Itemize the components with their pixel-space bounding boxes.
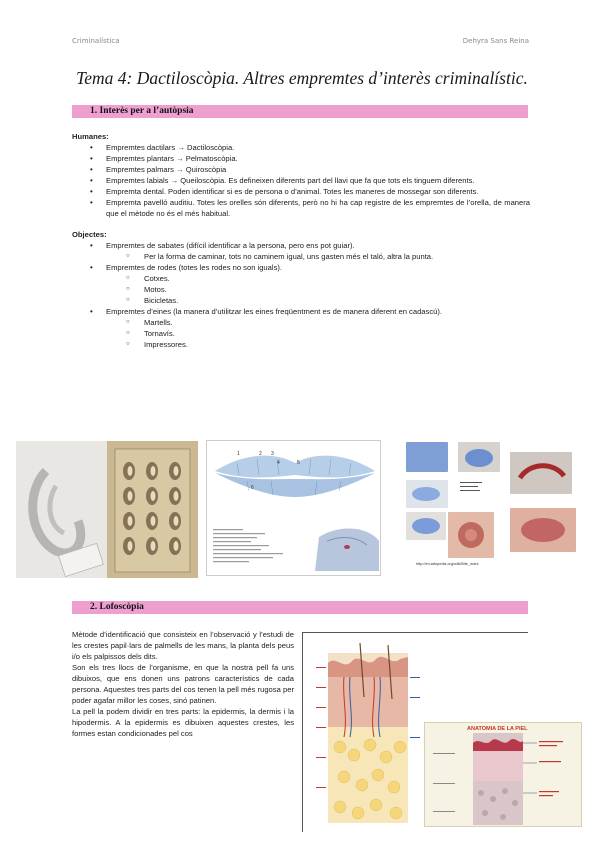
dental-mold-photo	[406, 442, 448, 472]
objectes-list-2	[72, 262, 530, 273]
lip-print-figure	[206, 440, 381, 576]
sub-list-item: ○ Per la forma de caminar, tots no caminem igual, uns gasten més el taló, altra la punta.	[72, 251, 530, 262]
ear-print-image	[16, 441, 108, 578]
section1-body	[72, 131, 530, 350]
bite-mark-images	[400, 440, 588, 580]
list-item: • Empremtes labials → Queiloscòpia. Es defineixen diferents part del llavi que fa que tots els tinguem diferents.	[72, 175, 530, 186]
sub-list-item: ○ Tornavís.	[72, 328, 530, 339]
teeth-caption-lines	[460, 482, 484, 498]
section-heading-text: 1. Interès per a l’autòpsia	[90, 106, 194, 116]
sub-list	[72, 317, 530, 350]
sub-list-item: ○ Bicicletas.	[72, 295, 530, 306]
lip-zone-number: 5	[297, 460, 300, 466]
image-source-link[interactable]: http://en.wikipedia.org/wiki/Bite_mark	[416, 562, 479, 566]
list-item: • Empremtes dactilars → Dactiloscòpia.	[72, 142, 530, 153]
section-heading-autopsia	[72, 105, 528, 118]
lip-zone-number: 6	[251, 485, 254, 491]
paragraph: Mètode d’identificació que consisteix en l’observació y l’estudi de les crestes papil·lars de palmells de les mans, la planta dels peus i/o els palpissos dels dits.	[72, 630, 294, 661]
skin-anatomy-figure	[424, 722, 582, 827]
list-item: • Empremta pavelló auditiu. Totes les orelles són diferents, però no hi ha cap registre de les empremtes de l’orella, de manera que el mètode no és el més habitual.	[72, 197, 530, 219]
dental-mold-photo	[406, 480, 448, 508]
figure-frame-left	[302, 632, 303, 832]
list-item: • Empremtes d’eines (la manera d’utilitzar les eines freqüentment es de manera diferent en cadascú).	[72, 306, 530, 317]
running-header	[72, 37, 529, 49]
objectes-list	[72, 240, 530, 251]
lip-caption-lines	[213, 529, 293, 569]
paragraph: Son els tres llocs de l’organisme, en que la nostra pell fa uns dibuixos, que ens donen uns patrons característics de cada persona. Aquestes tres parts del cos tenen la pell més rugosa per poder agafar millor les coses, sinó patinen.	[72, 663, 294, 705]
header-course: Criminalística	[72, 37, 120, 45]
list-item: • Empremtes de rodes (totes les rodes no son iguals).	[72, 262, 530, 273]
skin-figure-title: ANATOMIA DE LA PIEL	[467, 726, 528, 732]
lofoscopia-body	[72, 629, 294, 739]
list-item: • Empremtes palmars → Quiroscòpia	[72, 164, 530, 175]
sub-list	[72, 273, 530, 306]
lip-zone-number: 2	[259, 451, 262, 457]
section-heading-text: 2. Lofoscòpia	[90, 602, 144, 612]
sub-list	[72, 251, 530, 262]
paragraph: La pell la podem dividir en tres parts: la epidermis, la dermis i la hipodermis. A la epidermis es dibuixen aquestes crestes, les formes estan condicionades pel cos	[72, 707, 294, 738]
document-title: Tema 4: Dactiloscòpia. Altres empremtes d’interès criminalístic.	[76, 68, 528, 88]
section-heading-lofoscopia	[72, 601, 528, 614]
bite-wound-photo	[448, 512, 494, 558]
objectes-label: Objectes:	[72, 230, 107, 239]
ear-chart-image	[107, 441, 198, 578]
header-author: Dehyra Sans Reina	[462, 37, 529, 45]
dental-mold-photo	[458, 442, 500, 472]
list-item: • Empremta dental. Poden identificar si es de persona o d’animal. Totes les maneres de mossegar son diferents.	[72, 186, 530, 197]
list-item: • Empremtes plantars → Pelmatoscòpia.	[72, 153, 530, 164]
objectes-list-3	[72, 306, 530, 317]
bite-wound-photo	[510, 508, 576, 552]
humanes-label: Humanes:	[72, 132, 109, 141]
dental-mold-photo	[406, 512, 446, 540]
lip-zone-number: 1	[237, 451, 240, 457]
figure-frame-top	[302, 632, 528, 633]
lip-zone-number: 4	[277, 460, 280, 466]
figures-row	[0, 440, 600, 580]
bite-wound-photo	[510, 452, 572, 494]
list-item: • Empremtes de sabates (difícil identificar a la persona, pero ens pot guiar).	[72, 240, 530, 251]
sub-list-item: ○ Martells.	[72, 317, 530, 328]
sub-list-item: ○ Motos.	[72, 284, 530, 295]
lip-zone-number: 3	[271, 451, 274, 457]
sub-list-item: ○ Impressores.	[72, 339, 530, 350]
humanes-list	[72, 142, 530, 219]
skin-cross-section-image	[314, 637, 422, 827]
sub-list-item: ○ Cotxes.	[72, 273, 530, 284]
